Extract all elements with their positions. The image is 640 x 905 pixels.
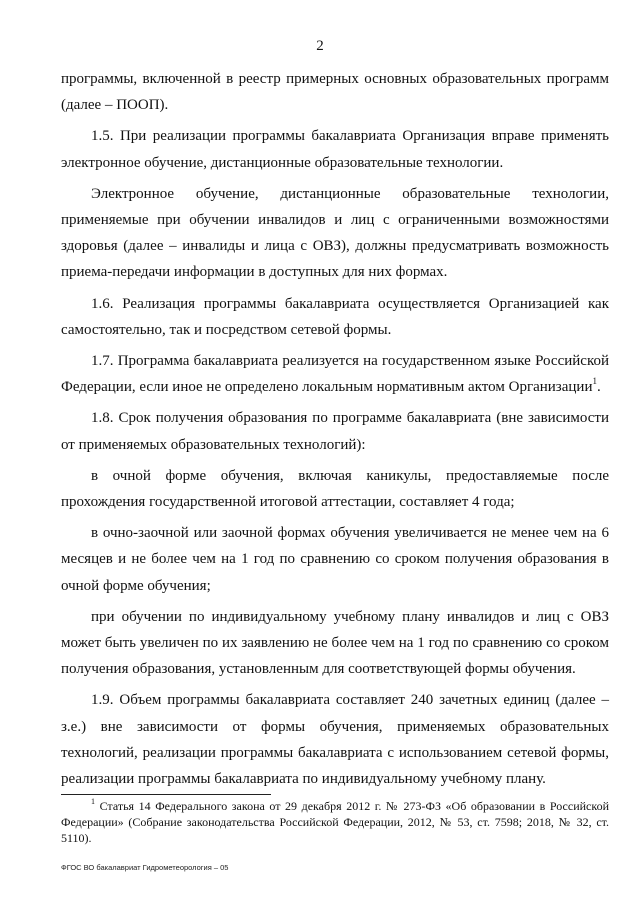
paragraph-full-time: в очной форме обучения, включая каникулы, предоставляемые после прохождения государственной итоговой аттестации, составляет 4 года;	[61, 467, 609, 511]
footnote-marker: 1	[91, 797, 95, 806]
page-footer: ФГОС ВО бакалавриат Гидрометеорология – 05	[61, 863, 229, 872]
paragraph-1-7: 1.7. Программа бакалавриата реализуется на государственном языке Российской Федерации, если иное не определено локальным нормативным актом Организации$^1$.	[61, 353, 609, 396]
paragraph-1-7-text: 1.7. Программа бакалавриата реализуется на государственном языке Российской Федерации, если иное не определено локальным нормативным актом Организации	[61, 353, 609, 396]
footnote-reference[interactable]: 1	[592, 376, 597, 387]
paragraph-1-8: 1.8. Срок получения образования по программе бакалавриата (вне зависимости от применяемых образовательных технологий):	[61, 410, 609, 453]
paragraph-part-time: в очно-заочной или заочной формах обучения увеличивается не менее чем на 6 месяцев и не более чем на 1 год по сравнению со сроком получения образования в очной форме обучения;	[61, 525, 609, 594]
footnote-text: Статья 14 Федерального закона от 29 декабря 2012 г. № 273-ФЗ «Об образовании в Российской Федерации» (Собрание законодательства Российской Федерации, 2012, № 53, ст. 7598; 2018, № 32, ст. 5110).	[61, 799, 610, 845]
footnote-divider	[61, 794, 271, 795]
paragraph-electronic-learning: Электронное обучение, дистанционные образовательные технологии, применяемые при обучении инвалидов и лиц с ограниченными возможностями здоровья (далее – инвалиды и лица с ОВЗ), должны предусматривать возможность приема-передачи информации в доступных для них формах.	[61, 185, 609, 281]
page-number: 2	[316, 38, 324, 54]
footnote	[61, 798, 609, 846]
document-body	[61, 66, 609, 792]
paragraph-poop: программы, включенной в реестр примерных основных образовательных программ (далее – ПООП).	[61, 71, 609, 114]
paragraph-1-5: 1.5. При реализации программы бакалавриата Организация вправе применять электронное обучение, дистанционные образовательные технологии.	[61, 128, 609, 171]
paragraph-1-6: 1.6. Реализация программы бакалавриата осуществляется Организацией как самостоятельно, так и посредством сетевой формы.	[61, 295, 609, 338]
paragraph-1-9: 1.9. Объем программы бакалавриата составляет 240 зачетных единиц (далее – з.е.) вне зависимости от формы обучения, применяемых образовательных технологий, реализации программы бакалавриата с использованием сетевой формы, реализации программы бакалавриата по индивидуальному учебному плану.	[61, 692, 609, 788]
paragraph-individual-plan: при обучении по индивидуальному учебному плану инвалидов и лиц с ОВЗ может быть увеличен по их заявлению не более чем на 1 год по сравнению со сроком получения образования, установленным для соответствующей формы обучения.	[61, 608, 609, 678]
